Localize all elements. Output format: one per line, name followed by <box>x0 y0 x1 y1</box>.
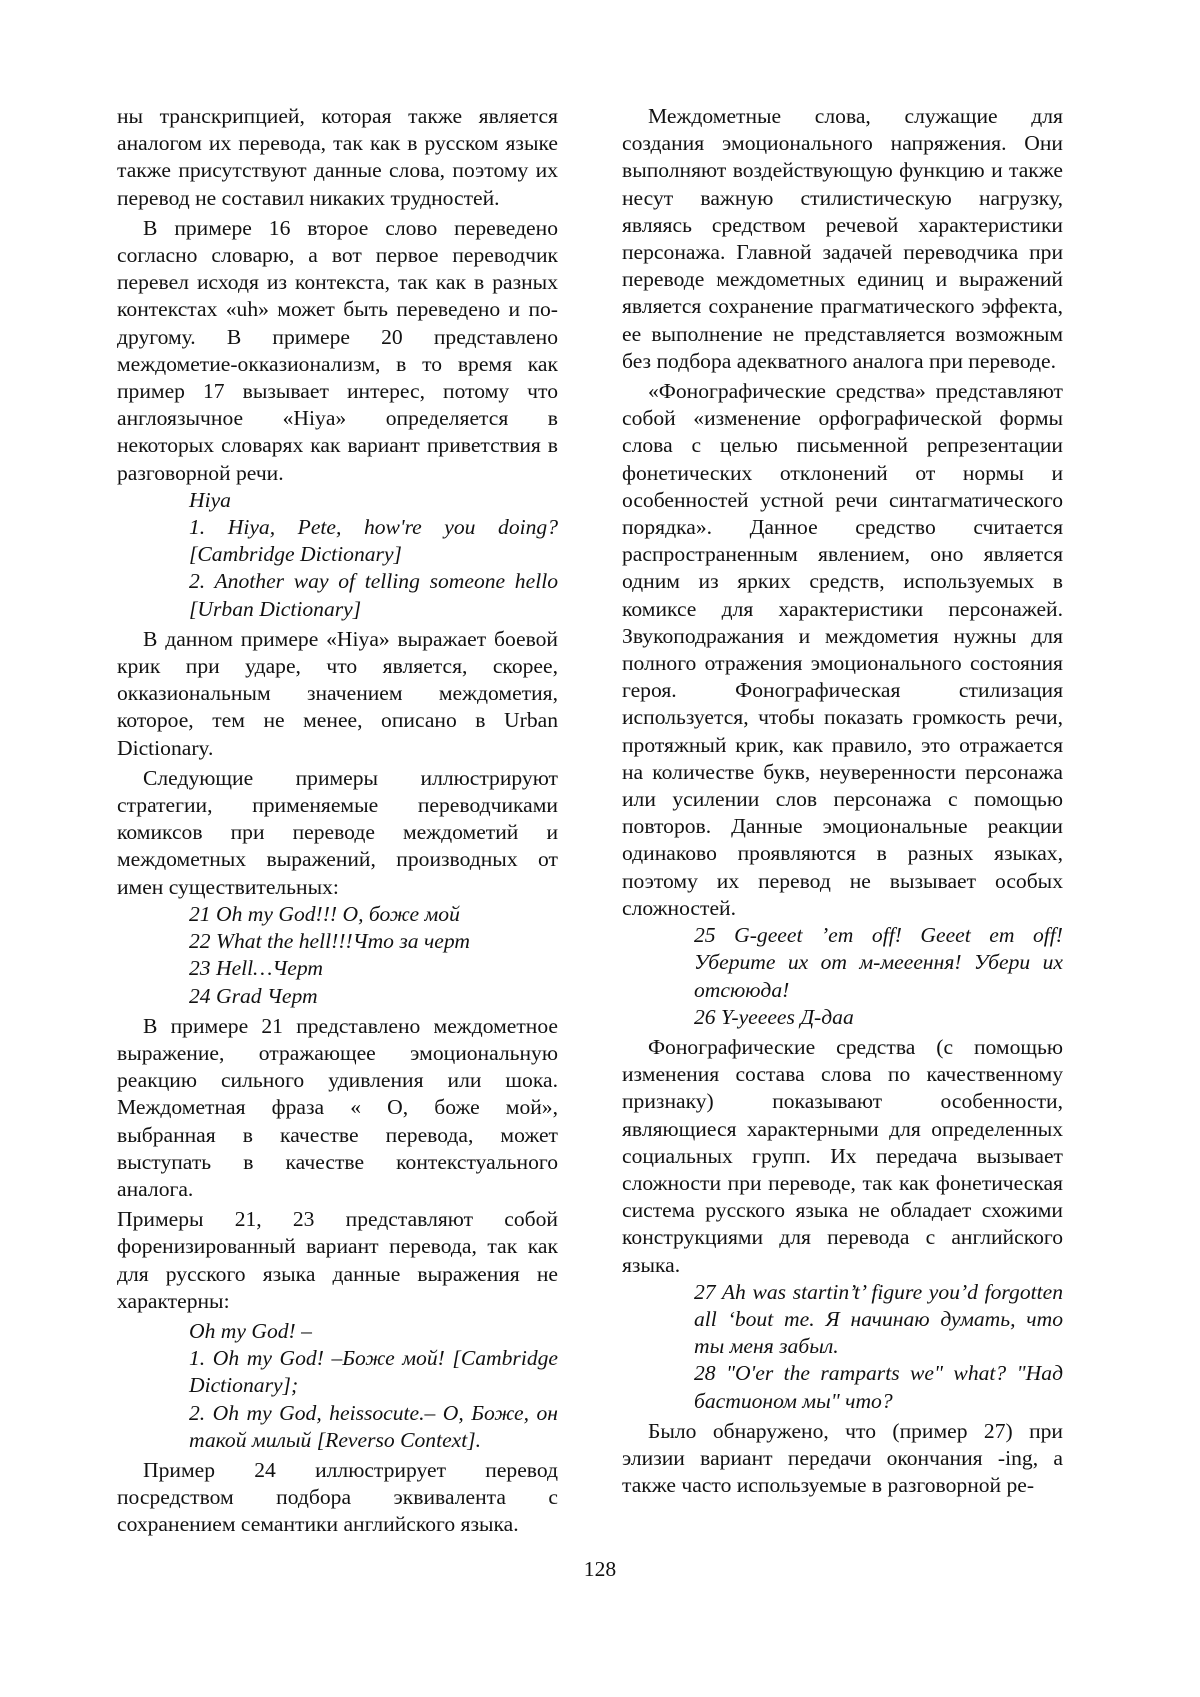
paragraph: Было обнаружено, что (пример 27) при элизии вариант передачи окончания -ing, а также часто используемые в разговорной ре- <box>622 1418 1063 1498</box>
example-line: Oh my God! – <box>189 1318 312 1343</box>
example-line: 28 "O'er the ramparts we" what? "Над бастионом мы" что? <box>694 1361 1063 1413</box>
paragraph: «Фонографические средства» представляют собой «изменение орфографической формы слова с целью письменной репрезентации фонетических отклонений от нормы и особенностей устной речи синтагматического порядка». Данное средство считается распространенным явлением, оно является одним из ярких средств, используемых в комиксе для характеристики персонажей. Звукоподражания и междометия нужны для полного отражения эмоционального состояния героя. Фонографическая стилизация используется, чтобы показать громкость речи, протяжный крик, как правило, это отражается на количестве букв, неуверенности персонажа или усилении слов персонажа с помощью повторов. Данные эмоциональные реакции одинаково проявляются в разных языках, поэтому их перевод не вызывает особых сложностей. <box>622 379 1063 920</box>
example-line: 22 What the hell!!!Что за черт <box>189 929 470 954</box>
example-line: 21 Oh my God!!! О, боже мой <box>189 901 460 926</box>
example-line: Hiya <box>189 487 231 512</box>
example-line: 2. Another way of telling someone hello [Urban Dictionary] <box>189 569 558 621</box>
example-line: 26 Y-yeeees Д-даа <box>694 1004 854 1029</box>
example-line: 24 Grad Черт <box>189 983 318 1008</box>
example-line: 23 Hell…Черт <box>189 956 323 981</box>
paragraph: Примеры 21, 23 представляют собой форенизированный вариант перевода, так как для русского языка данные выражения не характерны: <box>117 1207 558 1313</box>
paragraph: В данном примере «Hiya» выражает боевой крик при ударе, что является, скорее, окказиональным значением междометия, которое, тем не менее, описано в Urban Dictionary. <box>117 626 558 760</box>
example-line: 27 Ah was startin’t’ figure you’d forgotten all ‘bout me. Я начинаю думать, что ты меня забыл. <box>694 1279 1063 1359</box>
example-line: 1. Oh my God! –Боже мой! [Cambridge Dictionary]; <box>189 1346 558 1398</box>
paragraph: ны транскрипцией, которая также является аналогом их перевода, так как в русском языке также присутствуют данные слова, поэтому их перевод не составил никаких трудностей. <box>117 104 558 210</box>
paragraph: В примере 16 второе слово переведено согласно словарю, а вот первое переводчик перевел исходя из контекста, так как в разных контекстах «uh» может быть переведено и по-другому. В примере 20 представлено междометие-окказионализм, в то время как пример 17 вызывает интерес, потому что англоязычное «Hiya» определяется в некоторых словарях как вариант приветствия в разговорной речи. <box>117 215 558 485</box>
page-number: 128 <box>583 1557 617 1581</box>
paragraph: Пример 24 иллюстрирует перевод посредством подбора эквивалента с сохранением семантики английского языка. <box>117 1457 558 1537</box>
left-column <box>117 103 558 1539</box>
paragraph: Междометные слова, служащие для создания эмоционального напряжения. Они выполняют воздействующую функцию и также несут важную стилистическую нагрузку, являясь средством речевой характеристики персонажа. Главной задачей переводчика при переводе междометных единиц и выражений является сохранение прагматического эффекта, ее выполнение не представляется возможным без подбора адекватного аналога при переводе. <box>622 104 1063 373</box>
paragraph: Следующие примеры иллюстрируют стратегии, применяемые переводчиками комиксов при переводе междометий и междометных выражений, производных от имен существительных: <box>117 765 558 899</box>
example-line: 1. Hiya, Pete, how're you doing? [Cambridge Dictionary] <box>189 515 558 567</box>
right-column <box>622 103 1063 1499</box>
example-line: 25 G-geeet ’em off! Geeet em off! Уберите их от м-мееення! Убери их отсююда! <box>694 923 1063 1002</box>
paragraph: Фонографические средства (с помощью изменения состава слова по качественному признаку) показывают особенности, являющиеся характерными для определенных социальных групп. Их передача вызывает сложности при переводе, так как фонетическая система русского языка не обладает схожими конструкциями для перевода с английского языка. <box>622 1034 1063 1277</box>
paragraph: В примере 21 представлено междометное выражение, отражающее эмоциональную реакцию сильного удивления или шока. Междометная фраза « О, боже мой», выбранная в качестве перевода, может выступать в качестве контекстуального аналога. <box>117 1013 558 1201</box>
example-line: 2. Oh my God, heissocute.– О, Боже, он такой милый [Reverso Context]. <box>189 1400 558 1452</box>
